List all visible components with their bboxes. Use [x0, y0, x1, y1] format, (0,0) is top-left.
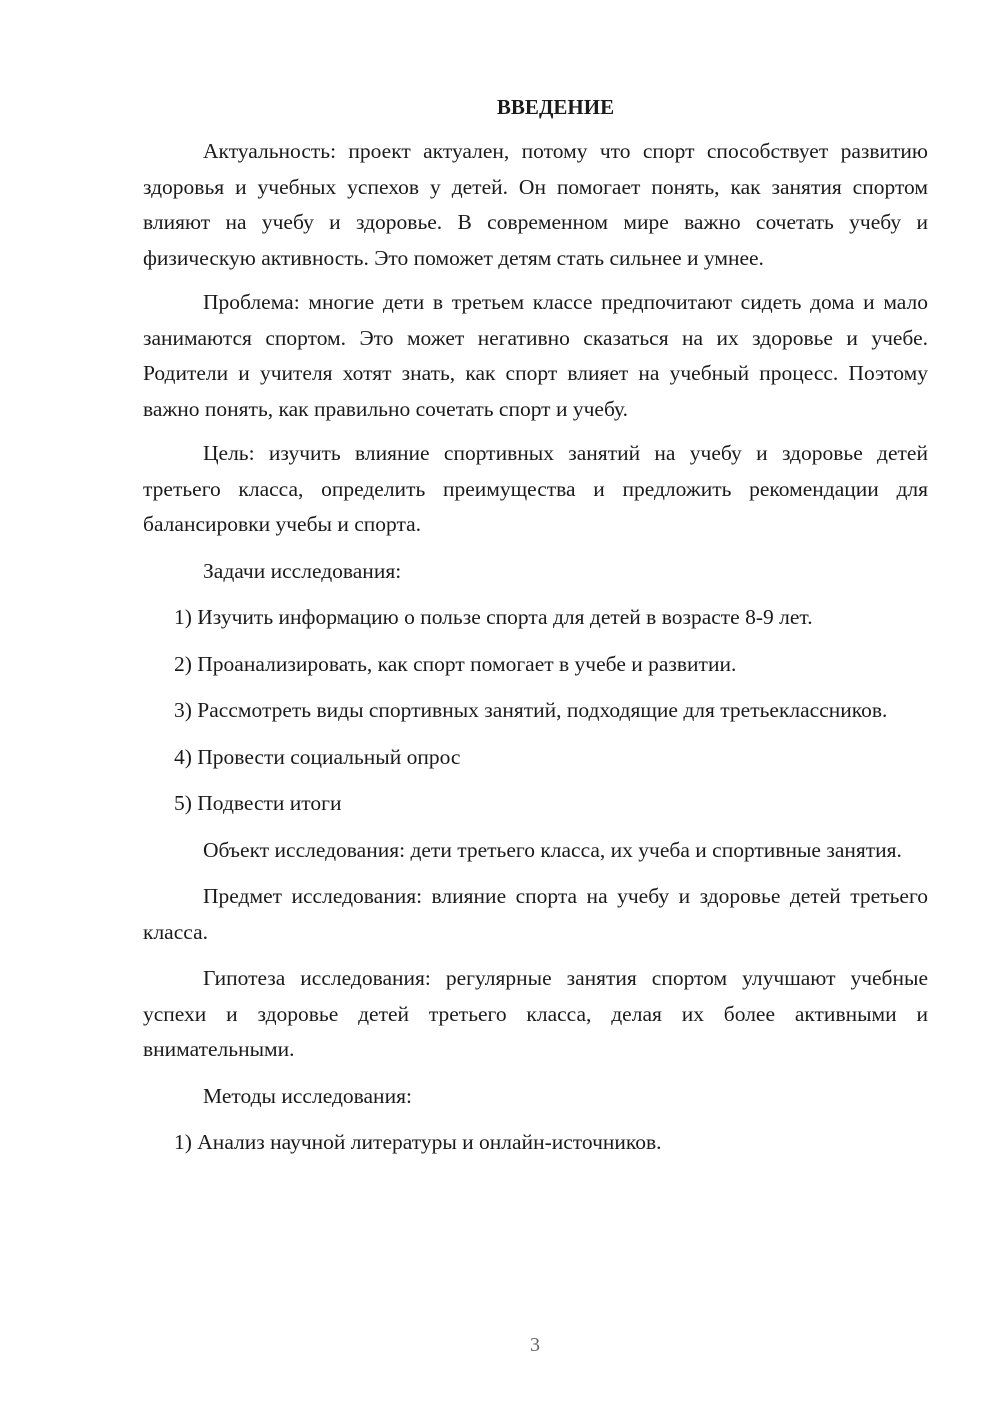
method-item-1: 1) Анализ научной литературы и онлайн-источников. [174, 1130, 662, 1154]
methods-heading: Методы исследования: [203, 1083, 412, 1108]
task-item-4: 4) Провести социальный опрос [174, 744, 461, 769]
subject-paragraph: Предмет исследования: влияние спорта на учебу и здоровье детей третьего класса. [143, 884, 928, 944]
object-paragraph: Объект исследования: дети третьего класса, их учеба и спортивные занятия. [203, 837, 902, 862]
task-item-2: 2) Проанализировать, как спорт помогает в учебе и развитии. [174, 651, 737, 676]
page-number: 3 [530, 1334, 540, 1356]
task-item-5: 5) Подвести итоги [174, 791, 342, 815]
task-item-3: 3) Рассмотреть виды спортивных занятий, подходящие для третьеклассников. [174, 698, 888, 722]
tasks-heading: Задачи исследования: [203, 558, 402, 583]
section-title: ВВЕДЕНИЕ [496, 95, 615, 119]
relevance-paragraph: Актуальность: проект актуален, потому что спорт способствует развитию здоровья и учебных успехов у детей. Он помогает понять, как занятия спортом влияют на учебу и здоровье. В современном мире важно сочетать учебу и физическую активность. Это поможет детям стать сильнее и умнее. [143, 139, 928, 270]
hypothesis-paragraph: Гипотеза исследования: регулярные занятия спортом улучшают учебные успехи и здоровье детей третьего класса, делая их более активными и внимательными. [143, 966, 928, 1061]
problem-paragraph: Проблема: многие дети в третьем классе предпочитают сидеть дома и мало занимаются спортом. Это может негативно сказаться на их здоровье и учебе. Родители и учителя хотят знать, как спорт влияет на учебный процесс. Поэтому важно понять, как правильно сочетать спорт и учебу. [143, 290, 928, 421]
goal-paragraph: Цель: изучить влияние спортивных занятий на учебу и здоровье детей третьего класса, определить преимущества и предложить рекомендации для балансировки учебы и спорта. [143, 441, 928, 536]
task-item-1: 1) Изучить информацию о пользе спорта для детей в возрасте 8-9 лет. [174, 605, 813, 629]
